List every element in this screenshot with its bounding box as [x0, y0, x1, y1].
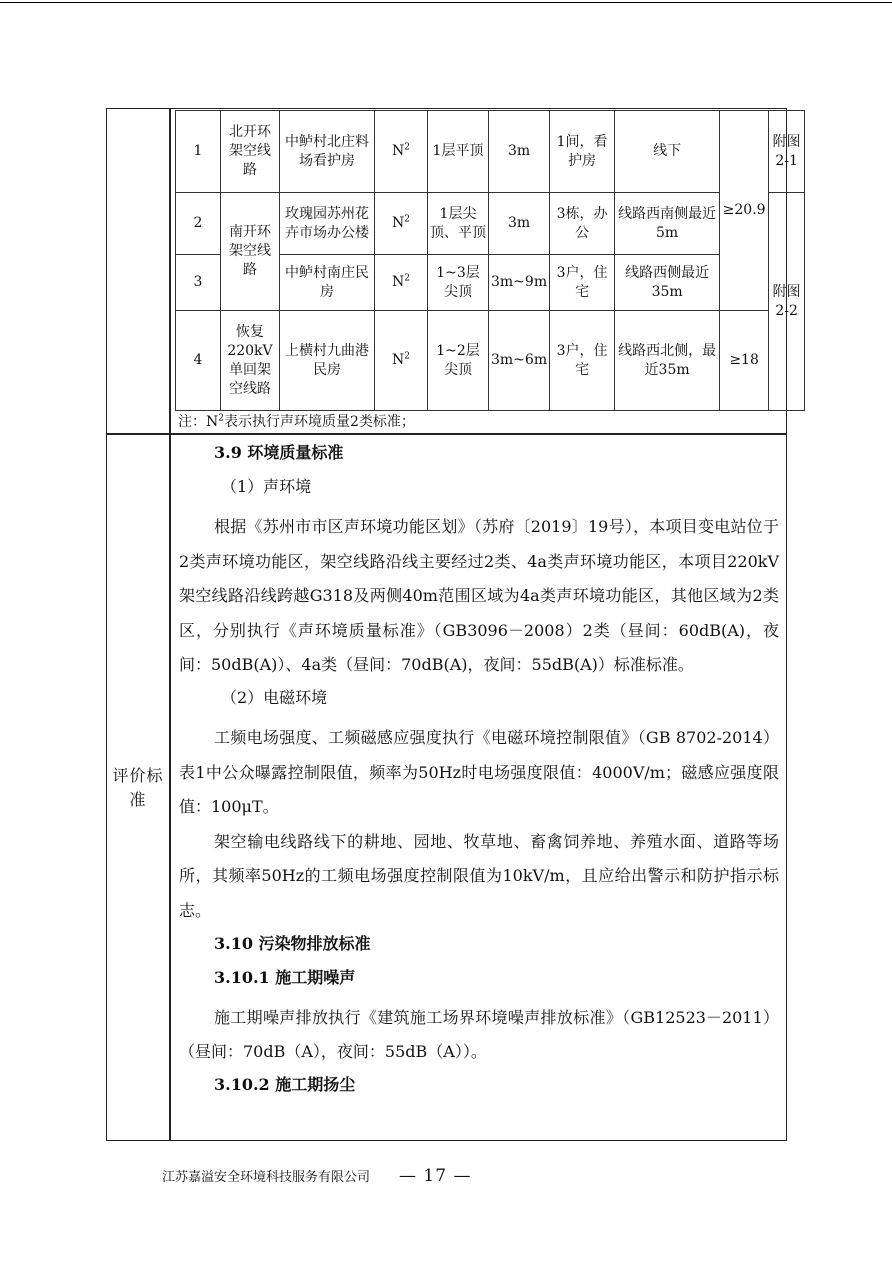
heading-3-10: 3.10 污染物排放标准	[214, 933, 371, 953]
top-rule	[0, 2, 892, 3]
cell-figure-2: 附图2-2	[769, 193, 805, 411]
cell-structure: 1~3层尖顶	[428, 255, 489, 311]
cell-scale: 3户，住宅	[550, 311, 615, 411]
heading-3-10-1: 3.10.1 施工期噪声	[214, 967, 356, 987]
frame-divider-horizontal	[106, 433, 787, 435]
table-row	[176, 193, 805, 255]
cell-structure: 1层平顶	[428, 111, 489, 193]
sensitive-receptor-table	[175, 110, 805, 411]
cell-zone	[375, 311, 428, 411]
cell-name: 中鲈村北庄料场看护房	[280, 111, 375, 193]
cell-zone	[375, 111, 428, 193]
heading-3-9: 3.9 环境质量标准	[214, 443, 344, 462]
zone-sup: 2	[404, 273, 410, 284]
cell-height: 3m~9m	[489, 255, 550, 311]
zone-text: N	[392, 215, 405, 231]
cell-structure: 1层尖顶、平顶	[428, 193, 489, 255]
cell-structure: 1~2层尖顶	[428, 311, 489, 411]
cell-no: 1	[176, 111, 221, 193]
cell-position: 线下	[615, 111, 720, 193]
cell-height: 3m	[489, 193, 550, 255]
note-prefix: 注：N	[178, 414, 219, 430]
heading-3-10-2: 3.10.2 施工期扬尘	[214, 1074, 356, 1094]
subheading-electromagnetic: （2）电磁环境	[221, 687, 328, 707]
zone-sup: 2	[404, 214, 410, 225]
cell-scale: 3户，住宅	[550, 255, 615, 311]
cell-name: 玫瑰园苏州花卉市场办公楼	[280, 193, 375, 255]
paragraph-construction-noise: 施工期噪声排放执行《建筑施工场界环境噪声排放标准》（GB12523－2011）（昼间：70dB（A），夜间：55dB（A））。	[179, 1007, 779, 1062]
cell-position: 线路西北侧，最近35m	[615, 311, 720, 411]
paragraph-overhead-lines: 架空输电线路线下的耕地、园地、牧草地、畜禽饲养地、养殖水面、道路等场所，其频率50Hz的工频电场强度控制限值为10kV/m，且应给出警示和防护指示标志。	[179, 831, 779, 920]
paragraph-electromagnetic: 工频电场强度、工频磁感应强度执行《电磁环境控制限值》（GB 8702-2014）表1中公众曝露控制限值，频率为50Hz时电场强度限值：4000V/m；磁感应强度限值：100μT。	[179, 727, 779, 817]
cell-line-merged: 南开环架空线路	[221, 193, 280, 311]
table-note	[178, 412, 415, 432]
footer-company: 江苏嘉溢安全环境科技服务有限公司	[162, 1170, 371, 1185]
cell-height: 3m	[489, 111, 550, 193]
zone-sup: 2	[404, 142, 410, 153]
cell-height: 3m~6m	[489, 311, 550, 411]
zone-text: N	[392, 352, 405, 368]
cell-distance-merged: ≥20.9	[720, 111, 769, 311]
cell-figure-1: 附图2-1	[769, 111, 805, 193]
footer-page-number: — 17 —	[399, 1166, 472, 1186]
frame-divider-vertical	[169, 108, 171, 1141]
note-rest: 表示执行声环境质量2类标准；	[223, 414, 415, 430]
cell-zone	[375, 255, 428, 311]
cell-scale: 3栋，办公	[550, 193, 615, 255]
cell-no: 2	[176, 193, 221, 255]
table-row	[176, 111, 805, 193]
standards-content	[179, 442, 779, 1108]
cell-position: 线路西南侧最近5m	[615, 193, 720, 255]
cell-no: 3	[176, 255, 221, 311]
cell-distance: ≥18	[720, 311, 769, 411]
note-sup: 2	[218, 413, 224, 424]
subheading-acoustic: （1）声环境	[221, 477, 312, 496]
zone-sup: 2	[404, 351, 410, 362]
cell-name: 中鲈村南庄民房	[280, 255, 375, 311]
cell-line: 恢复220kV单回架空线路	[221, 311, 280, 411]
cell-line: 北开环架空线路	[221, 111, 280, 193]
paragraph-acoustic: 根据《苏州市市区声环境功能区划》（苏府〔2019〕19号），本项目变电站位于2类声环境功能区，架空线路沿线主要经过2类、4a类声环境功能区，本项目220kV架空线路沿线跨越G318及两侧40m范围区域为4a类声环境功能区，其他区域为2类区，分别执行《声环境质量标准》（GB3096－2008）2类（昼间：60dB(A)，夜间：50dB(A)）、4a类（昼间：70dB(A)，夜间：55dB(A)）标准标准。	[179, 517, 779, 675]
zone-text: N	[392, 274, 405, 290]
cell-position: 线路西侧最近35m	[615, 255, 720, 311]
cell-zone	[375, 193, 428, 255]
cell-name: 上横村九曲港民房	[280, 311, 375, 411]
zone-text: N	[392, 143, 405, 159]
left-label-evaluation-standard: 评价标准	[112, 766, 164, 809]
table-row	[176, 311, 805, 411]
cell-scale: 1间，看护房	[550, 111, 615, 193]
cell-no: 4	[176, 311, 221, 411]
